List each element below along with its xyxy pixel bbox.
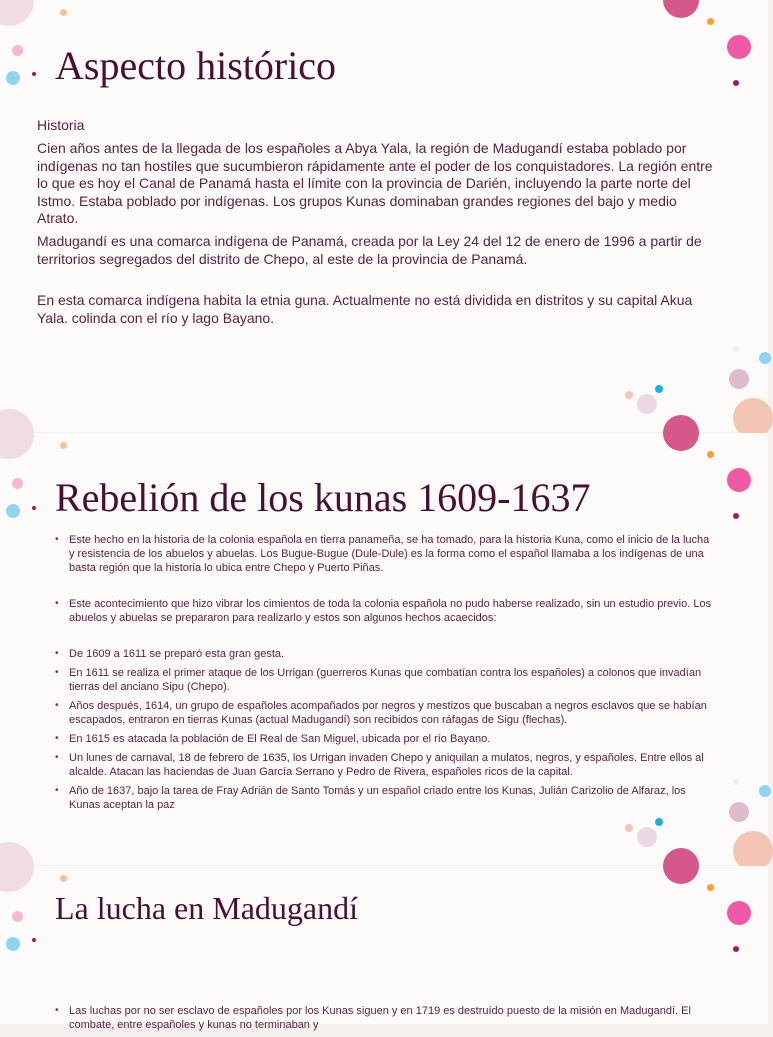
decor-circle [663, 415, 699, 451]
list-item: • Un lunes de carnaval, 18 de febrero de 1635, los Urrigan invaden Chepo y aniquilan a mulatos, negros, y españoles. Entre ellos al alcalde. Atacan las haciendas de Juan García Serrano y Pedro de Rivera, españoles ricos de la capital. [55, 751, 715, 779]
list-item: • De 1609 a 1611 se preparó esta gran gesta. [55, 647, 715, 661]
list-item: • Año de 1637, bajo la tarea de Fray Adrián de Santo Tomás y un español criado entre los Kunas, Julián Carizolio de Alfaraz, los Kunas aceptan la paz [55, 784, 715, 812]
subheading: Historia [37, 117, 85, 133]
decor-circle [727, 901, 751, 925]
decor-dot [733, 513, 739, 519]
decor-dot [733, 346, 739, 352]
decor-circle [637, 394, 657, 414]
decor-circle [729, 369, 749, 389]
decor-dot [12, 45, 23, 56]
slide-lucha-madugandi [0, 866, 768, 1031]
decor-dot [6, 71, 20, 85]
decor-circle [663, 0, 699, 18]
decor-circle [729, 802, 749, 822]
decor-dot [759, 352, 771, 364]
decor-dot [60, 9, 67, 16]
decor-circle [733, 831, 773, 871]
decor-dot [6, 937, 20, 951]
decor-dot [655, 385, 663, 393]
paragraph: Madugandí es una comarca indígena de Panamá, creada por la Ley 24 del 12 de enero de 1996 a partir de territorios segregados del distrito de Chepo, al este de la provincia de Panamá. [37, 233, 702, 267]
title-bullet [32, 506, 36, 510]
decor-circle [0, 0, 34, 26]
decor-circle [727, 35, 751, 59]
decor-dot [60, 875, 67, 882]
bullet-list [55, 533, 715, 817]
decor-dot [12, 911, 23, 922]
decor-dot [625, 824, 633, 832]
title-bullet [32, 938, 36, 942]
list-item: • Años después, 1614, un grupo de españoles acompañados por negros y mestizos que buscaban a negros esclavos que se habían escapados, entraron en tierras Kunas (actual Madugandí) son recibidos con ráfagas de Sigu (flechas). [55, 699, 715, 727]
slide-aspecto-historico [0, 0, 768, 432]
decor-circle [733, 398, 773, 438]
decor-dot [707, 884, 714, 891]
decor-dot [60, 442, 67, 449]
bullet-list [55, 1004, 715, 1037]
decor-dot [759, 785, 771, 797]
slide-title: Aspecto histórico [55, 43, 337, 88]
slide-rebelion [0, 433, 768, 865]
list-item: • Las luchas por no ser esclavo de españoles por los Kunas siguen y en 1719 es destruído puesto de la misión en Madugandí. El combate, entre españoles y kunas no terminaban y [55, 1004, 715, 1032]
decor-dot [733, 80, 739, 86]
paragraph: En esta comarca indígena habita la etnia guna. Actualmente no está dividida en distritos y su capital Akua Yala. colinda con el río y lago Bayano. [37, 292, 693, 326]
decor-dot [733, 946, 739, 952]
decor-dot [12, 478, 23, 489]
title-bullet [32, 72, 36, 76]
decor-dot [6, 504, 20, 518]
list-item: • Este acontecimiento que hizo vibrar los cimientos de toda la colonia española no pudo haberse realizado, sin un estudio previo. Los abuelos y abuelas se prepararon para realizarlo y estos son algunos hechos acaecidos: [55, 597, 715, 625]
list-item: • Este hecho en la historia de la colonia española en tierra panameña, se ha tomado, para la historia Kuna, como el inicio de la lucha y resistencia de los abuelos y abuelas. Los Bugue-Bugue (Dule-Dule) es la forma como el español llamaba a los indígenas de una basta región que la historia lo ubica entre Chepo y Puerto Piñas. [55, 533, 715, 575]
decor-circle [637, 827, 657, 847]
slide-body [37, 117, 717, 333]
list-item: • En 1615 es atacada la población de El Real de San Miguel, ubicada por el río Bayano. [55, 732, 715, 746]
decor-dot [707, 451, 714, 458]
decor-circle [663, 848, 699, 884]
decor-circle [727, 468, 751, 492]
decor-dot [707, 18, 714, 25]
slide-title: Rebelión de los kunas 1609-1637 [55, 475, 591, 520]
decor-dot [655, 818, 663, 826]
paragraph: Cien años antes de la llegada de los españoles a Abya Yala, la región de Madugandí estaba poblado por indígenas no tan hostiles que sucumbieron rápidamente ante el poder de los conquistadores. La región entre lo que es hoy el Canal de Panamá hasta el límite con la provincia de Darién, incluyendo la parte norte del Istmo. Estaba poblado por indígenas. Los grupos Kunas dominaban grandes regiones del bajo y medio Atrato. [37, 140, 713, 227]
list-item: • En 1611 se realiza el primer ataque de los Urrigan (guerreros Kunas que combatían contra los españoles) a colonos que invadían tierras del anciano Sipu (Chepo). [55, 666, 715, 694]
slide-title: La lucha en Madugandí [55, 890, 358, 926]
decor-dot [625, 391, 633, 399]
decor-dot [733, 779, 739, 785]
